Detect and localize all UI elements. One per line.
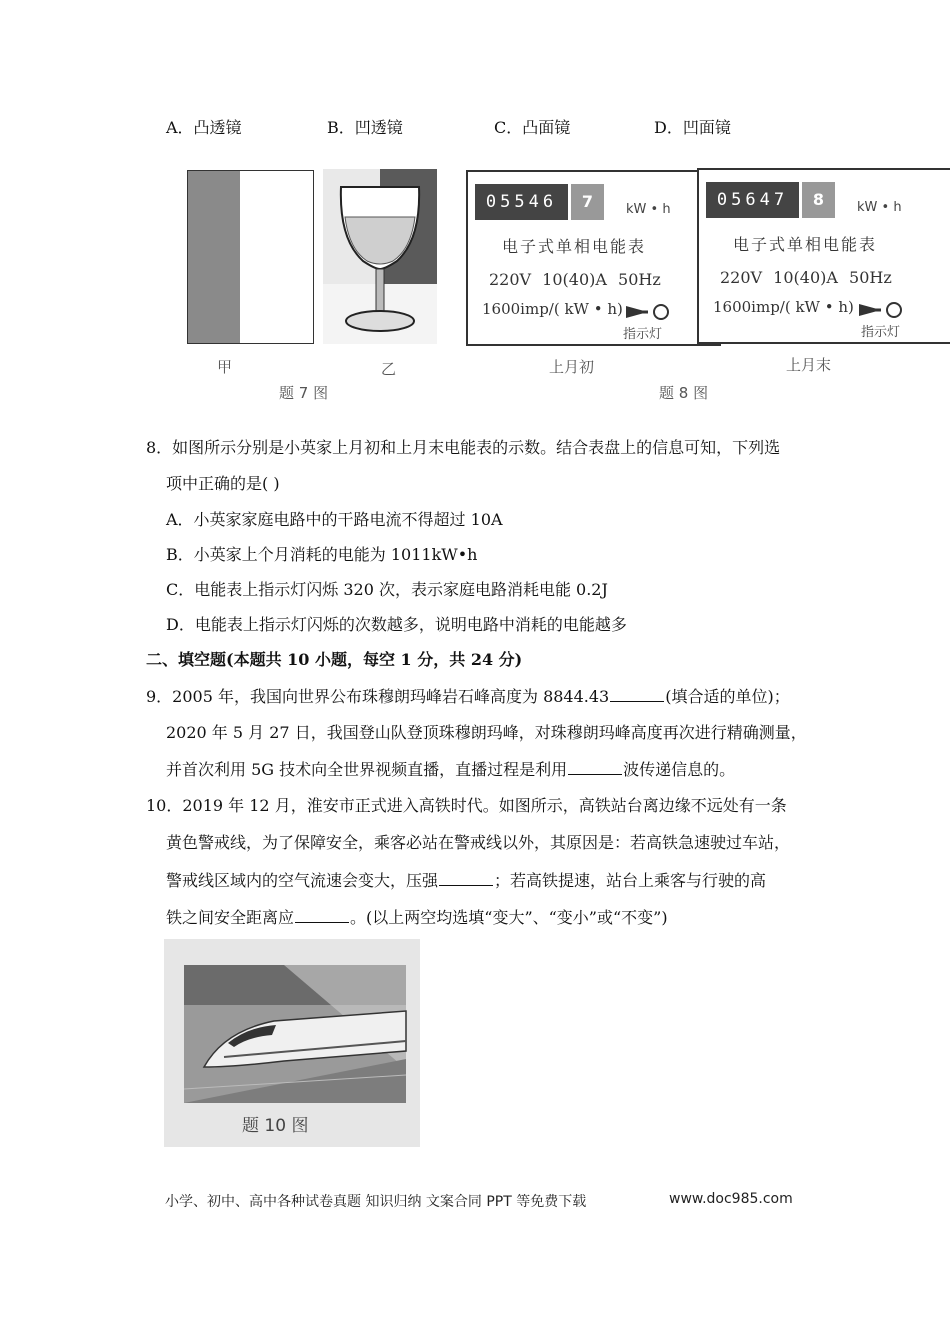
q10-line4 bbox=[166, 907, 668, 929]
q9-blank-1[interactable] bbox=[610, 687, 664, 702]
q8-option-d: D．电能表上指示灯闪烁的次数越多，说明电路中消耗的电能越多 bbox=[166, 615, 627, 634]
q7-option-c: C．凸面镜 bbox=[494, 118, 571, 137]
meter-end-label: 上月末 bbox=[786, 356, 832, 374]
q9-line3-text-end: 波传递信息的。 bbox=[623, 760, 736, 779]
meter-end-last-digit: 8 bbox=[802, 182, 835, 218]
q9-line3 bbox=[166, 759, 735, 781]
q10-line3-text-end: ；若高铁提速，站台上乘客与行驶的高 bbox=[494, 871, 767, 890]
q10-line3 bbox=[166, 870, 766, 892]
meter-end-imp: 1600imp/( kW • h) bbox=[713, 298, 854, 316]
q10-blank-1[interactable] bbox=[439, 871, 493, 886]
q9-line1 bbox=[146, 686, 790, 708]
footer-text: 小学、初中、高中各种试卷真题 知识归纳 文案合同 PPT 等免费下载 bbox=[165, 1194, 587, 1210]
footer-site-link[interactable]: www.doc985.com bbox=[669, 1191, 793, 1207]
meter-end-title: 电子式单相电能表 bbox=[733, 235, 878, 254]
q8-stem-line2: 项中正确的是( ) bbox=[166, 474, 280, 493]
meter-end-indicator-label: 指示灯 bbox=[861, 325, 901, 340]
q10-caption: 题 10 图 bbox=[242, 1116, 309, 1136]
q10-blank-2[interactable] bbox=[295, 908, 349, 923]
q9-line1-text: 9．2005 年，我国向世界公布珠穆朗玛峰岩石峰高度为 8844.43 bbox=[146, 687, 610, 706]
q9-line3-text: 并首次利用 5G 技术向全世界视频直播，直播过程是利用 bbox=[166, 760, 568, 779]
meter-start-digits: 05546 bbox=[475, 184, 568, 220]
q7-label-jia: 甲 bbox=[217, 358, 233, 376]
q7-figure-jia bbox=[187, 170, 314, 344]
q7-option-a: A．凸透镜 bbox=[166, 118, 242, 137]
q8-stem-line1: 8．如图所示分别是小英家上月初和上月末电能表的示数。结合表盘上的信息可知，下列选 bbox=[146, 438, 781, 457]
q8-caption: 题 8 图 bbox=[659, 384, 709, 402]
q10-line2: 黄色警戒线，为了保障安全，乘客必站在警戒线以外，其原因是：若高铁急速驶过车站， bbox=[166, 833, 791, 852]
meter-start-title: 电子式单相电能表 bbox=[502, 237, 647, 256]
meter-start-unit: kW • h bbox=[626, 202, 671, 217]
q10-line4-text: 铁之间安全距离应 bbox=[166, 908, 295, 927]
q7-caption: 题 7 图 bbox=[279, 384, 329, 402]
meter-start-indicator-label: 指示灯 bbox=[623, 327, 663, 342]
q10-line1: 10．2019 年 12 月，淮安市正式进入高铁时代。如图所示，高铁站台离边缘不远处有一条 bbox=[146, 796, 787, 815]
q10-line4-text-end: 。(以上两空均选填“变大”、“变小”或“不变”) bbox=[350, 908, 668, 927]
q8-option-c: C．电能表上指示灯闪烁 320 次，表示家庭电路消耗电能 0.2J bbox=[166, 580, 608, 599]
meter-end-unit: kW • h bbox=[857, 200, 902, 215]
q9-blank-2[interactable] bbox=[568, 760, 622, 775]
q7-label-yi: 乙 bbox=[381, 360, 397, 378]
meter-start bbox=[466, 170, 721, 346]
q8-option-b: B．小英家上个月消耗的电能为 1011kW•h bbox=[166, 545, 478, 564]
q8-option-a: A．小英家家庭电路中的干路电流不得超过 10A bbox=[166, 510, 503, 529]
meter-end-digits: 05647 bbox=[706, 182, 799, 218]
meter-start-spec: 220V 10(40)A 50Hz bbox=[489, 270, 661, 289]
q9-line1-text-end: (填合适的单位)； bbox=[665, 687, 790, 706]
q7-figure-yi-glass-image bbox=[323, 169, 437, 344]
indicator-arrow-icon bbox=[859, 301, 905, 323]
q7-option-b: B．凹透镜 bbox=[327, 118, 403, 137]
meter-end-spec: 220V 10(40)A 50Hz bbox=[720, 268, 892, 287]
section-2-title: 二、填空题(本题共 10 小题，每空 1 分，共 24 分) bbox=[146, 650, 523, 669]
q10-train-photo bbox=[164, 939, 420, 1147]
meter-start-imp: 1600imp/( kW • h) bbox=[482, 300, 623, 318]
indicator-arrow-icon bbox=[626, 303, 672, 325]
meter-end bbox=[697, 168, 950, 344]
q7-option-d: D．凹面镜 bbox=[654, 118, 731, 137]
q10-line3-text: 警戒线区域内的空气流速会变大，压强 bbox=[166, 871, 439, 890]
meter-start-last-digit: 7 bbox=[571, 184, 604, 220]
meter-start-label: 上月初 bbox=[549, 358, 595, 376]
q9-line2: 2020 年 5 月 27 日，我国登山队登顶珠穆朗玛峰，对珠穆朗玛峰高度再次进行精确测量， bbox=[166, 723, 807, 742]
